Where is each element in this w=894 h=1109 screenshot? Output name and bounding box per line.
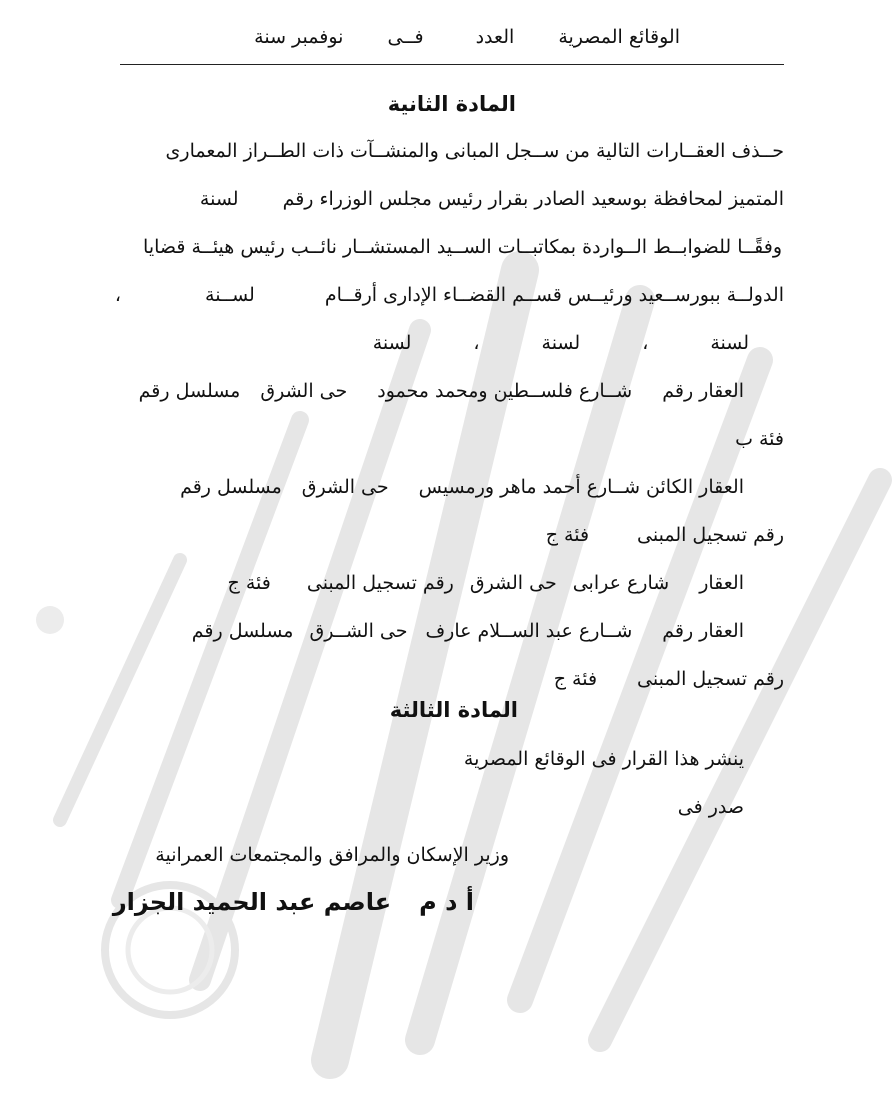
- item-4b: شــارع عبد الســلام عارف: [425, 620, 633, 642]
- article-2-line-5: [373, 334, 749, 353]
- signature-prefix: أ د م: [419, 888, 474, 916]
- article-3-line-1: ينشر هذا القرار فى الوقائع المصرية: [463, 748, 744, 770]
- article-2-line-5e: لسنة: [372, 332, 412, 354]
- item-3b: شارع عرابى: [572, 572, 670, 594]
- header-in: فــى: [387, 26, 424, 48]
- item-3d: رقم تسجيل المبنى: [306, 572, 454, 594]
- page-header: [254, 26, 680, 48]
- item-2-reg: [546, 526, 784, 545]
- item-2e: فئة ج: [545, 524, 590, 546]
- item-1a: العقار رقم: [662, 380, 744, 402]
- article-2-line-3: وفقًــا للضوابــط الــواردة بمكاتبــات الســيد المستشــار نائــب رئيس هيئــة قضايا: [143, 236, 782, 258]
- item-2: [180, 478, 744, 497]
- item-2b: حى الشرق: [301, 476, 389, 498]
- header-rule: [120, 64, 784, 65]
- article-2-line-5c: لسنة: [541, 332, 581, 354]
- article-2-line-4a: الدولــة ببورســعيد ورئيــس قســم القضــاء الإدارى أرقــام: [324, 284, 784, 306]
- item-3c: حى الشرق: [469, 572, 557, 594]
- article-2-line-4: [115, 286, 784, 305]
- article-2-line-2: [200, 190, 784, 209]
- item-2d: رقم تسجيل المبنى: [637, 524, 784, 546]
- article-2-line-5d: ،: [473, 332, 480, 354]
- article-3-line-2: صدر فى: [677, 796, 744, 818]
- item-4a: العقار رقم: [662, 620, 744, 642]
- item-1: [139, 382, 744, 401]
- signature-full-name: عاصم عبد الحميد الجزار: [112, 888, 392, 916]
- item-1b: شــارع فلســطين ومحمد محمود: [377, 380, 633, 402]
- signature-role: وزير الإسكان والمرافق والمجتمعات العمرانية: [155, 844, 509, 866]
- article-2-line-5a: لسنة: [710, 332, 749, 354]
- item-4f: فئة ج: [553, 668, 598, 690]
- header-publication: الوقائع المصرية: [558, 26, 680, 48]
- signature-name: [113, 888, 474, 916]
- item-4e: رقم تسجيل المبنى: [637, 668, 784, 690]
- item-4-reg: [554, 670, 784, 689]
- item-1-class: فئة ب: [735, 428, 784, 450]
- article-2-line-1: حــذف العقــارات التالية من ســجل المبانى والمنشــآت ذات الطــراز المعمارى: [165, 140, 784, 162]
- item-4c: حى الشــرق: [309, 620, 408, 642]
- item-3: [228, 574, 744, 593]
- header-issue: العدد: [475, 26, 515, 48]
- item-4d: مسلسل رقم: [191, 620, 294, 642]
- item-1d: مسلسل رقم: [138, 380, 241, 402]
- article-2-line-2a: المتميز لمحافظة بوسعيد الصادر بقرار رئيس مجلس الوزراء رقم: [282, 188, 784, 210]
- item-2c: مسلسل رقم: [180, 476, 282, 498]
- item-4: [192, 622, 744, 641]
- item-2a: العقار الكائن شــارع أحمد ماهر ورمسيس: [418, 476, 744, 498]
- item-3a: العقار: [699, 572, 744, 594]
- article-2-line-5b: ،: [642, 332, 649, 354]
- item-1c: حى الشرق: [260, 380, 348, 402]
- article-2-title: المادة الثانية: [387, 92, 516, 116]
- article-3-title: المادة الثالثة: [389, 698, 518, 722]
- header-month-year: نوفمبر سنة: [254, 26, 344, 48]
- article-2-line-4b: لســنة: [205, 284, 255, 306]
- article-2-line-4c: ،: [114, 284, 122, 306]
- article-2-line-2b: لسنة: [199, 188, 239, 210]
- item-3e: فئة ج: [227, 572, 271, 594]
